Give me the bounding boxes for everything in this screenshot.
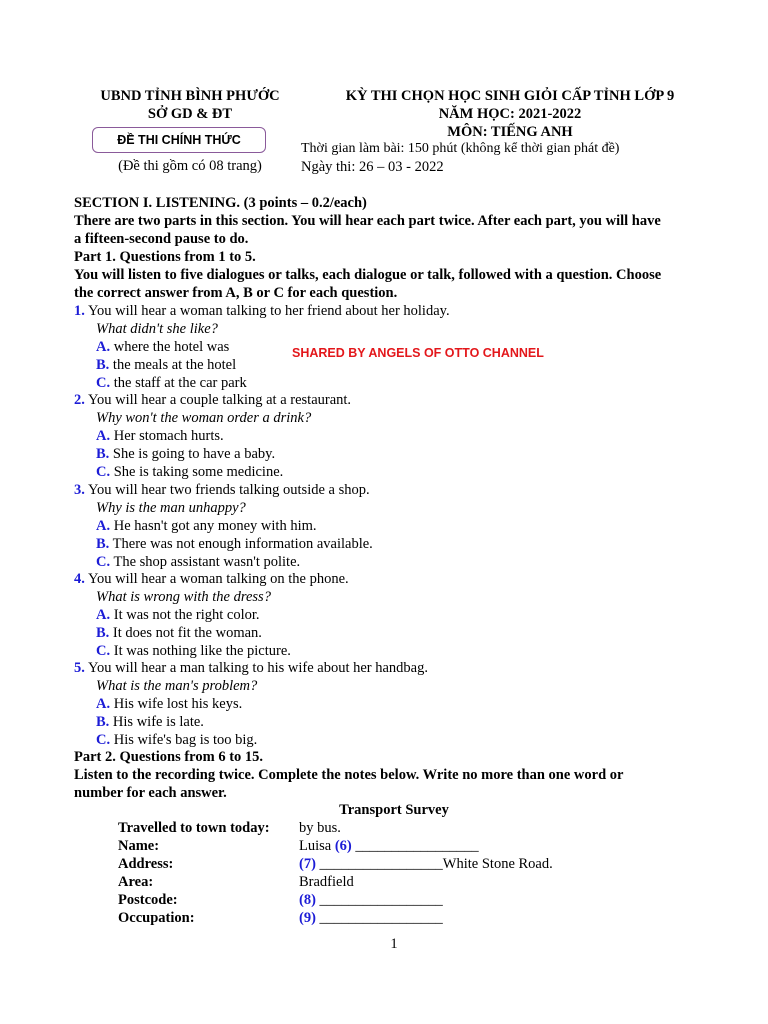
option-text: It was nothing like the picture. — [113, 643, 291, 659]
option-letter: A. — [96, 696, 111, 712]
question-text: You will hear a man talking to his wife about her handbag. — [87, 660, 428, 676]
question-1 — [74, 302, 450, 320]
part1-title: Part 1. Questions from 1 to 5. — [74, 249, 256, 265]
question-text: You will hear a woman talking to her friend about her holiday. — [87, 303, 450, 319]
survey-row-value — [299, 820, 341, 837]
option-letter: C. — [96, 375, 111, 391]
question-number: 1. — [74, 303, 85, 319]
option-a — [96, 517, 317, 535]
part1-instruction-line-1: You will listen to five dialogues or talks, each dialogue or talk, followed with a question. Choose — [74, 267, 662, 283]
question-prompt: What is wrong with the dress? — [96, 589, 271, 605]
question-5 — [74, 659, 428, 677]
survey-row-label: Postcode: — [118, 892, 178, 908]
option-text: She is taking some medicine. — [113, 464, 284, 480]
survey-row-label: Occupation: — [118, 910, 195, 926]
option-letter: A. — [96, 518, 111, 534]
question-prompt: Why is the man unhappy? — [96, 500, 246, 516]
question-prompt: What didn't she like? — [96, 321, 218, 337]
option-text: His wife lost his keys. — [113, 696, 243, 712]
exam-date: Ngày thi: 26 – 03 - 2022 — [301, 159, 444, 175]
question-number: 3. — [74, 482, 85, 498]
exam-title: KỲ THI CHỌN HỌC SINH GIỎI CẤP TỈNH LỚP 9 — [345, 88, 675, 104]
option-text: It does not fit the woman. — [112, 625, 262, 641]
official-exam-badge: ĐỀ THI CHÍNH THỨC — [92, 127, 266, 153]
option-b — [96, 624, 262, 642]
option-letter: A. — [96, 428, 111, 444]
option-c — [96, 463, 283, 481]
answer-blank[interactable]: _________________ — [315, 892, 443, 908]
option-letter: C. — [96, 464, 111, 480]
question-2 — [74, 391, 351, 409]
option-c — [96, 374, 247, 392]
option-text: He hasn't got any money with him. — [113, 518, 317, 534]
question-number: 2. — [74, 392, 85, 408]
value-text: by bus. — [299, 820, 341, 836]
option-text: His wife's bag is too big. — [113, 732, 258, 748]
option-text: There was not enough information available. — [112, 536, 373, 552]
option-letter: A. — [96, 339, 111, 355]
school-year: NĂM HỌC: 2021-2022 — [438, 106, 582, 122]
option-letter: C. — [96, 643, 111, 659]
survey-row-label: Travelled to town today: — [118, 820, 270, 836]
blank-number: (9) — [299, 910, 316, 926]
option-letter: B. — [96, 357, 110, 373]
question-4 — [74, 570, 349, 588]
answer-blank[interactable]: _________________ — [351, 838, 479, 854]
survey-row-value — [299, 838, 479, 855]
survey-row-value — [299, 910, 443, 927]
option-a — [96, 427, 224, 445]
option-text: The shop assistant wasn't polite. — [113, 554, 301, 570]
option-text: It was not the right color. — [113, 607, 260, 623]
department-name: SỞ GD & ĐT — [147, 106, 233, 122]
question-3 — [74, 481, 370, 499]
authority-name: UBND TỈNH BÌNH PHƯỚC — [100, 88, 280, 104]
option-c — [96, 731, 257, 749]
option-b — [96, 535, 373, 553]
option-text: where the hotel was — [113, 339, 230, 355]
answer-blank[interactable]: _________________ — [315, 856, 443, 872]
question-prompt: Why won't the woman order a drink? — [96, 410, 312, 426]
option-letter: A. — [96, 607, 111, 623]
blank-number: (7) — [299, 856, 316, 872]
question-number: 5. — [74, 660, 85, 676]
option-text: His wife is late. — [112, 714, 204, 730]
survey-row-label: Address: — [118, 856, 174, 872]
part2-instruction-line-1: Listen to the recording twice. Complete the notes below. Write no more than one word or — [74, 767, 624, 783]
part2-title: Part 2. Questions from 6 to 15. — [74, 749, 264, 765]
value-text: Luisa — [299, 838, 335, 854]
option-b — [96, 445, 275, 463]
subject: MÔN: TIẾNG ANH — [447, 124, 573, 140]
option-b — [96, 713, 204, 731]
question-text: You will hear a woman talking on the phone. — [87, 571, 349, 587]
option-a — [96, 338, 229, 356]
channel-watermark: SHARED BY ANGELS OF OTTO CHANNEL — [292, 346, 544, 360]
option-text: She is going to have a baby. — [112, 446, 276, 462]
survey-row-value — [299, 892, 443, 909]
option-a — [96, 606, 260, 624]
question-number: 4. — [74, 571, 85, 587]
option-letter: C. — [96, 554, 111, 570]
page-number: 1 — [390, 936, 398, 952]
option-letter: C. — [96, 732, 111, 748]
question-text: You will hear two friends talking outside a shop. — [87, 482, 370, 498]
part2-instruction-line-2: number for each answer. — [74, 785, 227, 801]
option-letter: B. — [96, 536, 110, 552]
survey-row-value — [299, 856, 553, 873]
option-text: the meals at the hotel — [112, 357, 237, 373]
option-letter: B. — [96, 625, 110, 641]
section-intro-line-1: There are two parts in this section. You will hear each part twice. After each part, you will have — [74, 213, 661, 229]
option-c — [96, 642, 291, 660]
option-b — [96, 356, 236, 374]
option-a — [96, 695, 242, 713]
option-text: Her stomach hurts. — [113, 428, 224, 444]
value-text: Bradfield — [299, 874, 354, 890]
option-text: the staff at the car park — [113, 375, 247, 391]
survey-row-value — [299, 874, 354, 891]
section-intro-line-2: a fifteen-second pause to do. — [74, 231, 249, 247]
survey-row-label: Name: — [118, 838, 160, 854]
time-note: Thời gian làm bài: 150 phút (không kể thời gian phát đề) — [301, 141, 620, 156]
blank-number: (8) — [299, 892, 316, 908]
answer-blank[interactable]: _________________ — [315, 910, 443, 926]
page-count-note: (Đề thi gồm có 08 trang) — [118, 158, 262, 174]
option-letter: B. — [96, 446, 110, 462]
option-letter: B. — [96, 714, 110, 730]
survey-row-label: Area: — [118, 874, 154, 890]
value-text: White Stone Road. — [442, 856, 553, 872]
section-title: SECTION I. LISTENING. (3 points – 0.2/each) — [74, 195, 367, 211]
survey-title: Transport Survey — [339, 802, 449, 818]
question-prompt: What is the man's problem? — [96, 678, 258, 694]
blank-number: (6) — [334, 838, 352, 854]
option-c — [96, 553, 300, 571]
question-text: You will hear a couple talking at a restaurant. — [87, 392, 352, 408]
part1-instruction-line-2: the correct answer from A, B or C for each question. — [74, 285, 398, 301]
